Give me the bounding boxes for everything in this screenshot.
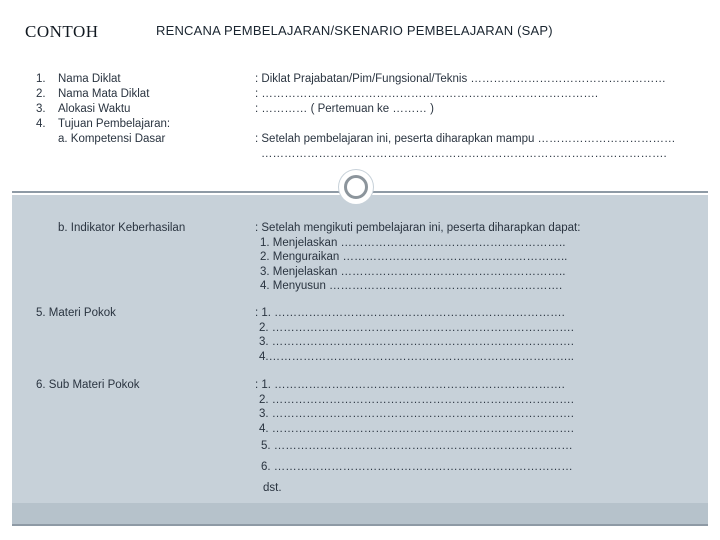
ring-inner	[344, 175, 368, 199]
indikator-item: 1. Menjelaskan …………………………………………………..	[260, 236, 566, 249]
materi-item: : 1. ………………………………………………………………….	[255, 307, 565, 319]
list-item	[36, 102, 170, 117]
indikator-item: 2. Menguraikan …………………………………………………..	[260, 251, 568, 263]
field-values	[255, 72, 676, 162]
indikator-values	[255, 221, 580, 294]
sub-materi-label: 6. Sub Materi Pokok	[36, 379, 140, 391]
item-label: Nama Mata Diklat	[58, 88, 150, 100]
sub-materi-item: 3. …………………………………………………………………….	[259, 408, 574, 420]
item-number: 2.	[36, 88, 46, 100]
indikator-label: b. Indikator Keberhasilan	[58, 222, 186, 234]
value-tujuan	[255, 117, 676, 132]
sub-materi-item: 4. …………………………………………………………………….	[259, 422, 574, 435]
sub-materi-item: 5. ……………………………………………………………………	[261, 440, 573, 452]
item-label: Alokasi Waktu	[58, 103, 131, 115]
item-number: 4.	[36, 118, 46, 130]
sub-materi-dst: dst.	[263, 482, 282, 494]
sub-materi-item: 6. ……………………………………………………………………	[261, 461, 573, 473]
materi-item: 3. …………………………………………………………………….	[259, 336, 574, 348]
value-kompetensi-line1: : Setelah pembelajaran ini, peserta diharapkan mampu ………………………………	[255, 133, 676, 145]
item-number: 1.	[36, 73, 46, 85]
ring-ornament-icon	[339, 170, 373, 204]
value-alokasi-waktu: : ………… ( Pertemuan ke ……… )	[255, 103, 434, 115]
value-mata-diklat: : …………………………………………………………………………….	[255, 88, 599, 100]
materi-item: 4.……………………………………………………………………..	[259, 350, 574, 363]
item-label: Tujuan Pembelajaran:	[58, 118, 171, 130]
field-list	[36, 72, 170, 147]
sub-materi-item: 2. …………………………………………………………………….	[259, 393, 574, 406]
sub-materi-item: : 1. ………………………………………………………………….	[255, 379, 565, 391]
value-kompetensi-line2: …………………………………………………………………………………………….	[261, 148, 667, 160]
item-label: Nama Diklat	[58, 73, 121, 85]
kompetensi-label: a. Kompetensi Dasar	[58, 133, 166, 145]
indikator-item: 4. Menyusun …………………………………………………….	[260, 280, 563, 292]
materi-label: 5. Materi Pokok	[36, 307, 116, 319]
contoh-label: CONTOH	[25, 22, 99, 41]
materi-values	[255, 306, 574, 364]
footer-band	[12, 503, 708, 525]
list-item	[36, 72, 170, 87]
materi-item: 2. …………………………………………………………………….	[259, 321, 574, 334]
list-item	[36, 87, 170, 102]
sub-materi-values	[255, 378, 574, 499]
indikator-item: 3. Menjelaskan …………………………………………………..	[260, 265, 566, 278]
divider-bottom	[12, 524, 708, 526]
list-item	[36, 117, 170, 132]
value-nama-diklat: : Diklat Prajabatan/Pim/Fungsional/Teknis ……………………………………………	[255, 73, 666, 85]
document-title: RENCANA PEMBELAJARAN/SKENARIO PEMBELAJARAN (SAP)	[156, 23, 553, 38]
indikator-intro: : Setelah mengikuti pembelajaran ini, peserta diharapkan dapat:	[255, 222, 581, 234]
item-number: 3.	[36, 103, 46, 115]
